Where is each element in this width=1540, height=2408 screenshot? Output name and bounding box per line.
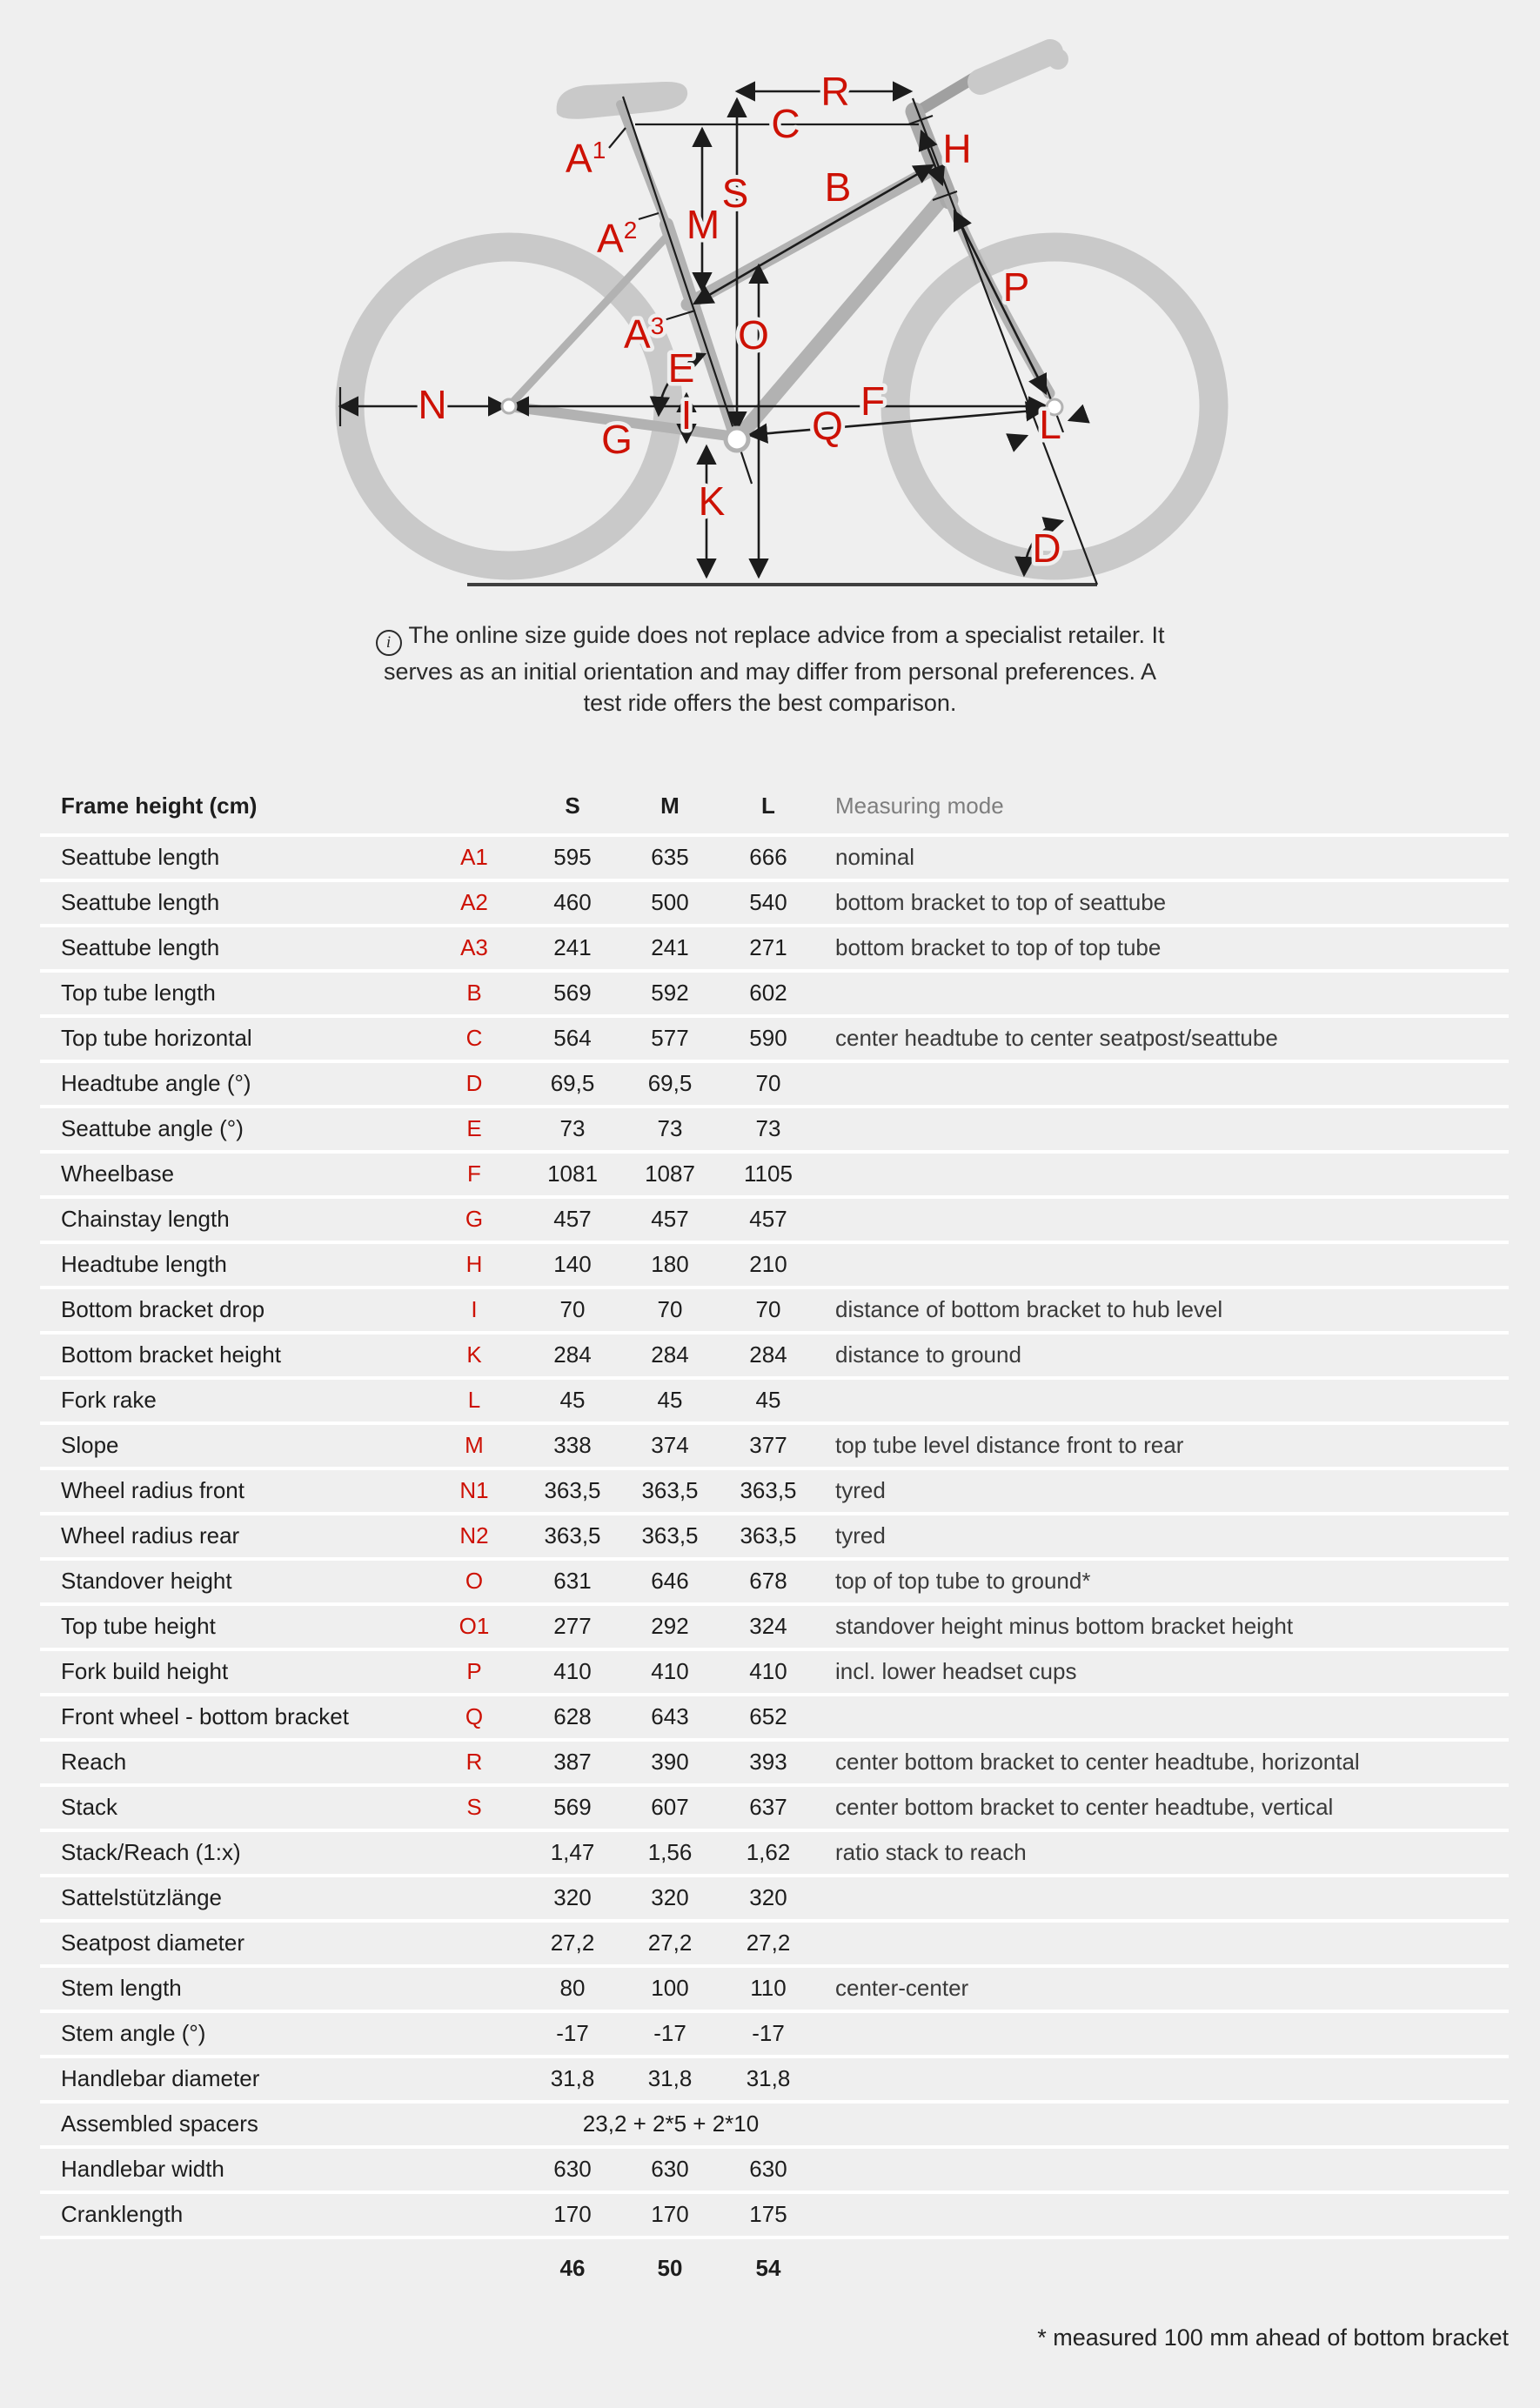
table-row: [40, 1334, 1509, 1380]
measuring-mode-cell: distance to ground: [835, 1341, 1021, 1368]
table-row: [40, 2013, 1509, 2058]
dim-L-arrow-right: [1012, 436, 1027, 442]
table-row: [40, 973, 1509, 1018]
value-cell-l: 210: [749, 1251, 787, 1277]
value-cell-s: 140: [553, 1251, 592, 1277]
value-cell-m: 363,5: [641, 1522, 699, 1548]
table-row: [40, 882, 1509, 927]
label-O: O: [738, 312, 769, 358]
table-body: [40, 837, 1509, 2239]
param-name-cell: Fork rake: [61, 1387, 157, 1413]
measuring-mode-cell: center headtube to center seatpost/seattube: [835, 1025, 1278, 1051]
param-name-cell: Sattelstützlänge: [61, 1884, 223, 1910]
letter-cell: S: [466, 1794, 482, 1820]
value-cell-m: 457: [651, 1206, 689, 1232]
value-cell-l: 73: [755, 1115, 781, 1141]
value-cell-l: 377: [749, 1432, 787, 1458]
letter-cell: A3: [460, 934, 488, 960]
value-cell-s: 363,5: [544, 1522, 601, 1548]
size-guide-note: [0, 619, 1540, 719]
table-row: [40, 1832, 1509, 1877]
param-name-cell: Cranklength: [61, 2201, 184, 2227]
value-cell-m: -17: [653, 2020, 686, 2046]
value-cell-s: 631: [553, 1568, 592, 1594]
param-name-cell: Wheel radius rear: [61, 1522, 240, 1548]
label-G: G: [601, 417, 633, 462]
param-name-cell: Headtube length: [61, 1251, 227, 1277]
param-name-cell: Front wheel - bottom bracket: [61, 1703, 349, 1729]
letter-cell: B: [466, 980, 482, 1006]
param-name-cell: Top tube height: [61, 1613, 216, 1639]
value-cell-m: 635: [651, 844, 689, 870]
param-name-cell: Handlebar width: [61, 2156, 224, 2182]
value-cell-l: 70: [755, 1070, 781, 1096]
value-cell-s: 564: [553, 1025, 592, 1051]
label-Q: Q: [812, 403, 843, 448]
param-name-cell: Top tube length: [61, 980, 216, 1006]
note-line-1: The online size guide does not replace advice from a specialist retailer. It: [408, 622, 1165, 648]
value-cell-l: 27,2: [746, 1930, 791, 1956]
value-cell-l: 630: [749, 2156, 787, 2182]
value-cell-s: 45: [559, 1387, 586, 1413]
letter-cell: O: [465, 1568, 484, 1594]
label-N: N: [418, 382, 447, 427]
letter-cell: A2: [460, 889, 488, 915]
value-cell-s: 1,47: [550, 1839, 595, 1865]
value-cell-s: 73: [559, 1115, 586, 1141]
value-cell-l: 271: [749, 934, 787, 960]
value-cell-s: 277: [553, 1613, 592, 1639]
label-P: P: [1002, 264, 1030, 310]
label-D: D: [1032, 525, 1061, 571]
table-row: [40, 1515, 1509, 1561]
measuring-mode-cell: top of top tube to ground*: [835, 1568, 1091, 1594]
value-cell-s: 170: [553, 2201, 592, 2227]
measuring-mode-cell: center-center: [835, 1975, 969, 2001]
value-cell-m: 607: [651, 1794, 689, 1820]
letter-cell: P: [466, 1658, 482, 1684]
letter-cell: D: [465, 1070, 483, 1096]
value-cell-s: -17: [556, 2020, 589, 2046]
letter-cell: A1: [460, 844, 488, 870]
value-cell-m: 410: [651, 1658, 689, 1684]
param-name-cell: Fork build height: [61, 1658, 229, 1684]
stem: [918, 77, 976, 111]
param-name-cell: Stem length: [61, 1975, 182, 2001]
table-row: [40, 1063, 1509, 1108]
value-cell-m: 170: [651, 2201, 689, 2227]
value-cell-s: 284: [553, 1341, 592, 1368]
value-cell-l: 70: [755, 1296, 781, 1322]
value-cell-m: 363,5: [641, 1477, 699, 1503]
param-name-cell: Reach: [61, 1749, 127, 1775]
measuring-mode-cell: center bottom bracket to center headtube, horizontal: [835, 1749, 1360, 1775]
table-row: [40, 2058, 1509, 2104]
table-row: [40, 1199, 1509, 1244]
param-name-cell: Top tube horizontal: [61, 1025, 252, 1051]
param-name-cell: Stack/Reach (1:x): [61, 1839, 241, 1865]
standover-footnote: * measured 100 mm ahead of bottom bracket: [1037, 2324, 1509, 2351]
value-cell-m: 390: [651, 1749, 689, 1775]
letter-cell: K: [466, 1341, 482, 1368]
value-cell-l: 602: [749, 980, 787, 1006]
measuring-mode-cell: top tube level distance front to rear: [835, 1432, 1184, 1458]
measuring-mode-cell: tyred: [835, 1522, 886, 1548]
value-cell-l: 590: [749, 1025, 787, 1051]
geometry-table: [40, 779, 1509, 2288]
table-row: [40, 837, 1509, 882]
param-name-cell: Seattube length: [61, 934, 220, 960]
measuring-mode-cell: center bottom bracket to center headtube, vertical: [835, 1794, 1334, 1820]
param-name-cell: Seattube length: [61, 844, 220, 870]
value-cell-s: 338: [553, 1432, 592, 1458]
total-size-l: 54: [755, 2255, 781, 2281]
table-row: [40, 1018, 1509, 1063]
measuring-mode-cell: incl. lower headset cups: [835, 1658, 1077, 1684]
value-cell-m: 592: [651, 980, 689, 1006]
value-cell-l: 637: [749, 1794, 787, 1820]
label-S: S: [721, 171, 749, 216]
label-L: L: [1039, 402, 1061, 447]
value-cell-s: 363,5: [544, 1477, 601, 1503]
note-line-3: test ride offers the best comparison.: [583, 689, 957, 716]
value-cell-m: 69,5: [647, 1070, 693, 1096]
value-cell-l: 393: [749, 1749, 787, 1775]
label-R: R: [820, 69, 850, 114]
letter-cell: N1: [459, 1477, 489, 1503]
value-cell-m: 241: [651, 934, 689, 960]
label-E: E: [667, 345, 695, 391]
letter-cell: O1: [459, 1613, 490, 1639]
value-cell-l: 110: [750, 1975, 787, 2001]
table-row: [40, 2104, 1509, 2149]
pointer-A2: [639, 213, 659, 219]
value-cell-m: 646: [651, 1568, 689, 1594]
total-size-s: 46: [559, 2255, 586, 2281]
info-line: [376, 622, 1165, 652]
table-row: [40, 927, 1509, 973]
table-row: [40, 1380, 1509, 1425]
value-cell-m: 320: [651, 1884, 689, 1910]
letter-cell: G: [465, 1206, 484, 1232]
label-A2: $A^2$: [597, 216, 638, 261]
value-cell-m: 292: [651, 1613, 689, 1639]
value-cell-s: 628: [553, 1703, 592, 1729]
label-I: I: [680, 392, 693, 438]
value-cell-m: 1,56: [647, 1839, 693, 1865]
rear-hub: [502, 399, 516, 413]
letter-cell: L: [467, 1387, 481, 1413]
value-cell-s: 1081: [547, 1161, 598, 1187]
value-cell-l: 652: [749, 1703, 787, 1729]
note-line-2: serves as an initial orientation and may differ from personal preferences. A: [384, 658, 1156, 685]
value-cell-s: 320: [553, 1884, 592, 1910]
measuring-mode-cell: nominal: [835, 844, 915, 870]
value-cell-l: 324: [749, 1613, 787, 1639]
letter-cell: F: [467, 1161, 481, 1187]
header-size-s: S: [565, 793, 580, 819]
letter-cell: E: [466, 1115, 482, 1141]
param-name-cell: Stack: [61, 1794, 118, 1820]
value-cell-s: 595: [553, 844, 592, 870]
table-row: [40, 1470, 1509, 1515]
value-cell-s: 27,2: [550, 1930, 595, 1956]
table-row: [40, 1154, 1509, 1199]
label-A3: $A^3$: [624, 311, 665, 357]
value-cell-l: 284: [749, 1341, 787, 1368]
value-cell-l: 363,5: [740, 1477, 797, 1503]
dim-L-arrow-left: [1069, 415, 1083, 420]
pointer-A1: [609, 128, 626, 148]
param-name-cell: Bottom bracket height: [61, 1341, 281, 1368]
param-name-cell: Seatpost diameter: [61, 1930, 245, 1956]
value-cell-s: 630: [553, 2156, 592, 2182]
value-cell-m: 284: [651, 1341, 689, 1368]
value-cell-l: 1,62: [746, 1839, 791, 1865]
letter-cell: R: [465, 1749, 483, 1775]
value-cell-m: 500: [651, 889, 689, 915]
bike-geometry-svg: [0, 0, 1540, 600]
bottom-bracket: [726, 428, 748, 451]
label-M: M: [686, 202, 720, 247]
label-F: F: [860, 378, 886, 424]
value-cell-l: 175: [749, 2201, 787, 2227]
value-cell-s: 70: [559, 1296, 586, 1322]
measuring-mode-cell: tyred: [835, 1477, 886, 1503]
table-row: [40, 1289, 1509, 1334]
label-K: K: [698, 478, 726, 524]
param-name-cell: Stem angle (°): [61, 2020, 206, 2046]
header-measuring-mode: Measuring mode: [835, 793, 1004, 819]
value-cell-s: 569: [553, 1794, 592, 1820]
param-name-cell: Bottom bracket drop: [61, 1296, 265, 1322]
table-row: [40, 1696, 1509, 1742]
table-row: [40, 1651, 1509, 1696]
value-cell-l: 31,8: [746, 2065, 791, 2091]
letter-cell: M: [465, 1432, 484, 1458]
value-cell-s: 241: [553, 934, 592, 960]
header-param: Frame height (cm): [61, 793, 258, 819]
value-cell-l: 363,5: [740, 1522, 797, 1548]
table-row: [40, 1561, 1509, 1606]
table-row: [40, 1244, 1509, 1289]
value-cell-s: 569: [553, 980, 592, 1006]
measuring-mode-cell: bottom bracket to top of seattube: [835, 889, 1167, 915]
value-cell-m: 31,8: [647, 2065, 693, 2091]
table-row: [40, 2149, 1509, 2194]
value-cell-s: 460: [553, 889, 592, 915]
label-H: H: [942, 126, 972, 171]
value-cell-m: 70: [657, 1296, 683, 1322]
param-name-cell: Chainstay length: [61, 1206, 230, 1232]
measuring-mode-cell: ratio stack to reach: [835, 1839, 1027, 1865]
param-name-cell: Handlebar diameter: [61, 2065, 260, 2091]
value-cell-m: 374: [651, 1432, 689, 1458]
fork: [949, 198, 1049, 393]
value-cell-l: 678: [749, 1568, 787, 1594]
param-name-cell: Seattube angle (°): [61, 1115, 244, 1141]
label-B: B: [824, 164, 852, 210]
param-name-cell: Slope: [61, 1432, 119, 1458]
table-row: [40, 1425, 1509, 1470]
header-size-l: L: [761, 793, 775, 819]
value-cell-l: 540: [749, 889, 787, 915]
value-cell-m: 630: [651, 2156, 689, 2182]
value-cell-l: 1105: [744, 1161, 793, 1187]
value-cell-m: 100: [651, 1975, 689, 2001]
letter-cell: Q: [465, 1703, 484, 1729]
param-name-cell: Standover height: [61, 1568, 232, 1594]
table-row: [40, 1606, 1509, 1651]
handlebar-end: [1048, 49, 1068, 70]
param-name-cell: Headtube angle (°): [61, 1070, 251, 1096]
value-cell-l: 666: [749, 844, 787, 870]
value-cell-s: 31,8: [550, 2065, 595, 2091]
header-size-m: M: [660, 793, 680, 819]
param-name-cell: Wheelbase: [61, 1161, 175, 1187]
label-A1: $A^1$: [566, 136, 606, 181]
measuring-mode-cell: standover height minus bottom bracket height: [835, 1613, 1294, 1639]
value-cell-m: 1087: [645, 1161, 695, 1187]
measuring-mode-cell: distance of bottom bracket to hub level: [835, 1296, 1223, 1322]
frame-size-totals-row: [40, 2250, 1509, 2288]
value-cell-m: 180: [651, 1251, 689, 1277]
letter-cell: N2: [459, 1522, 489, 1548]
value-cell-m: 643: [651, 1703, 689, 1729]
table-row: [40, 1108, 1509, 1154]
value-cell-l: 45: [755, 1387, 781, 1413]
value-cell-l: 320: [749, 1884, 787, 1910]
total-size-m: 50: [657, 2255, 683, 2281]
info-icon: i: [376, 630, 402, 656]
value-span-cell: 23,2 + 2*5 + 2*10: [582, 2110, 760, 2137]
param-name-cell: Wheel radius front: [61, 1477, 244, 1503]
value-cell-m: 577: [651, 1025, 689, 1051]
value-cell-l: 457: [749, 1206, 787, 1232]
table-row: [40, 1742, 1509, 1787]
letter-cell: H: [465, 1251, 483, 1277]
value-cell-l: -17: [752, 2020, 785, 2046]
value-cell-s: 69,5: [550, 1070, 595, 1096]
handlebar-grip: [981, 52, 1050, 82]
param-name-cell: Assembled spacers: [61, 2110, 258, 2137]
value-cell-s: 410: [553, 1658, 592, 1684]
value-cell-l: 410: [749, 1658, 787, 1684]
table-header-row: [40, 779, 1509, 837]
param-name-cell: Seattube length: [61, 889, 220, 915]
value-cell-m: 73: [657, 1115, 683, 1141]
label-C: C: [771, 101, 800, 146]
geometry-diagram: [0, 0, 1540, 600]
value-cell-s: 457: [553, 1206, 592, 1232]
value-cell-s: 387: [553, 1749, 592, 1775]
table-row: [40, 1787, 1509, 1832]
letter-cell: I: [471, 1296, 478, 1322]
table-row: [40, 1877, 1509, 1923]
measuring-mode-cell: bottom bracket to top of top tube: [835, 934, 1162, 960]
table-row: [40, 1968, 1509, 2013]
value-cell-m: 45: [657, 1387, 683, 1413]
table-row: [40, 1923, 1509, 1968]
letter-cell: C: [465, 1025, 483, 1051]
table-row: [40, 2194, 1509, 2239]
value-cell-m: 27,2: [647, 1930, 693, 1956]
value-cell-s: 80: [559, 1975, 586, 2001]
